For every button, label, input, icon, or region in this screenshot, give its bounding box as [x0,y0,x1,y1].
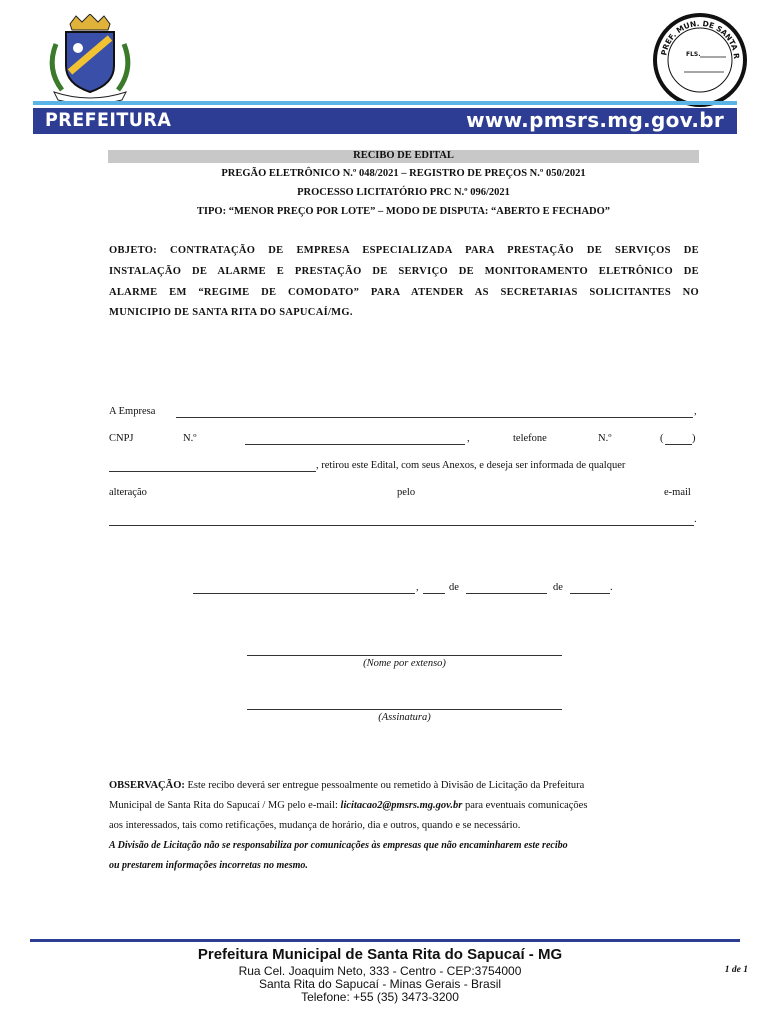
observacao-line-1: OBSERVAÇÃO: Este recibo deverá ser entregue pessoalmente ou remetido à Divisão de Licitação da Prefeitura [109,780,585,791]
cnpj-no-label: N.º [183,433,197,444]
telefone-number-field[interactable] [109,460,316,472]
cnpj-field[interactable] [245,433,465,445]
observacao-line-2: Municipal de Santa Rita do Sapucaí / MG pelo e-mail: licitacao2@pmsrs.mg.gov.br para eventuais comunicações [109,800,588,811]
date-period: . [610,582,613,593]
cnpj-comma: , [467,433,470,444]
cnpj-label: CNPJ [109,433,134,444]
protocol-stamp [652,12,748,108]
telefone-no-label: N.º [598,433,612,444]
municipal-coat-of-arms-logo [40,14,140,106]
footer-phone: Telefone: +55 (35) 3473-3200 [301,990,459,1004]
telefone-paren-close: ) [692,433,696,444]
pelo-text: pelo [397,487,416,498]
de-text-2: de [553,582,563,593]
month-field[interactable] [466,582,547,594]
empresa-field[interactable] [176,406,693,418]
warning-line-1: A Divisão de Licitação não se responsabiliza por comunicações às empresas que não encaminharem este recibo [109,840,568,851]
objeto-line-4: MUNICIPIO DE SANTA RITA DO SAPUCAÍ/MG. [109,307,353,318]
signature-caption: (Assinatura) [378,712,431,723]
retirou-text: , retirou este Edital, com seus Anexos, e deseja ser informada de qualquer [316,460,626,471]
header-accent-line [33,101,737,105]
footer-org-name: Prefeitura Municipal de Santa Rita do Sapucaí - MG [197,946,563,963]
date-comma: , [416,582,419,593]
objeto-line-3: ALARME EM “REGIME DE COMODATO” PARA ATENDER AS SECRETARIAS SOLICITANTES NO [109,287,699,298]
name-caption: (Nome por extenso) [363,658,446,669]
stamp-fls-label: FLS. [686,51,701,58]
document-title: RECIBO DE EDITAL [353,150,454,161]
objeto-line-2: INSTALAÇÃO DE ALARME E PRESTAÇÃO DE SERVIÇO DE MONITORAMENTO ELETRÔNICO DE [109,266,699,277]
footer-city: Santa Rita do Sapucaí - Minas Gerais - Brasil [258,977,502,991]
day-field[interactable] [423,582,445,594]
warning-line-2: ou prestarem informações incorretas no mesmo. [109,860,308,871]
email-field[interactable] [109,514,694,526]
processo-line: PROCESSO LICITATÓRIO PRC N.º 096/2021 [297,187,510,198]
brand-label: PREFEITURA [45,109,172,131]
de-text-1: de [449,582,459,593]
year-field[interactable] [570,582,610,594]
empresa-comma: , [694,406,697,417]
email-text: e-mail [664,487,691,498]
observacao-line-3: aos interessados, tais como retificações, mudança de horário, dia e outros, quando e se necessário. [109,820,521,831]
footer-divider [30,939,740,942]
alteracao-text: alteração [109,487,147,498]
signature-line[interactable] [247,709,562,710]
telefone-label: telefone [513,433,547,444]
website-url: www.pmsrs.mg.gov.br [466,108,724,132]
email-period: . [694,514,697,525]
stamp-text: PREF. MUN. DE SANTA R [659,18,742,60]
observacao-block [109,776,699,876]
telefone-paren-open: ( [660,433,664,444]
observacao-label: OBSERVAÇÃO: [109,780,185,791]
tipo-line: TIPO: “MENOR PREÇO POR LOTE” – MODO DE DISPUTA: “ABERTO E FECHADO” [196,206,611,217]
telefone-ddd-field[interactable] [665,433,692,445]
pregao-line: PREGÃO ELETRÔNICO N.º 048/2021 – REGISTRO DE PREÇOS N.º 050/2021 [221,168,586,179]
page-number: 1 de 1 [724,965,748,975]
licitacao-email-link[interactable]: licitacao2@pmsrs.mg.gov.br [340,800,463,811]
city-field[interactable] [193,582,415,594]
objeto-line-1: OBJETO: CONTRATAÇÃO DE EMPRESA ESPECIALIZADA PARA PRESTAÇÃO DE SERVIÇOS DE [109,245,699,256]
empresa-label: A Empresa [109,406,156,417]
footer-address: Rua Cel. Joaquim Neto, 333 - Centro - CEP:3754000 [238,964,522,978]
name-signature-line[interactable] [247,655,562,656]
